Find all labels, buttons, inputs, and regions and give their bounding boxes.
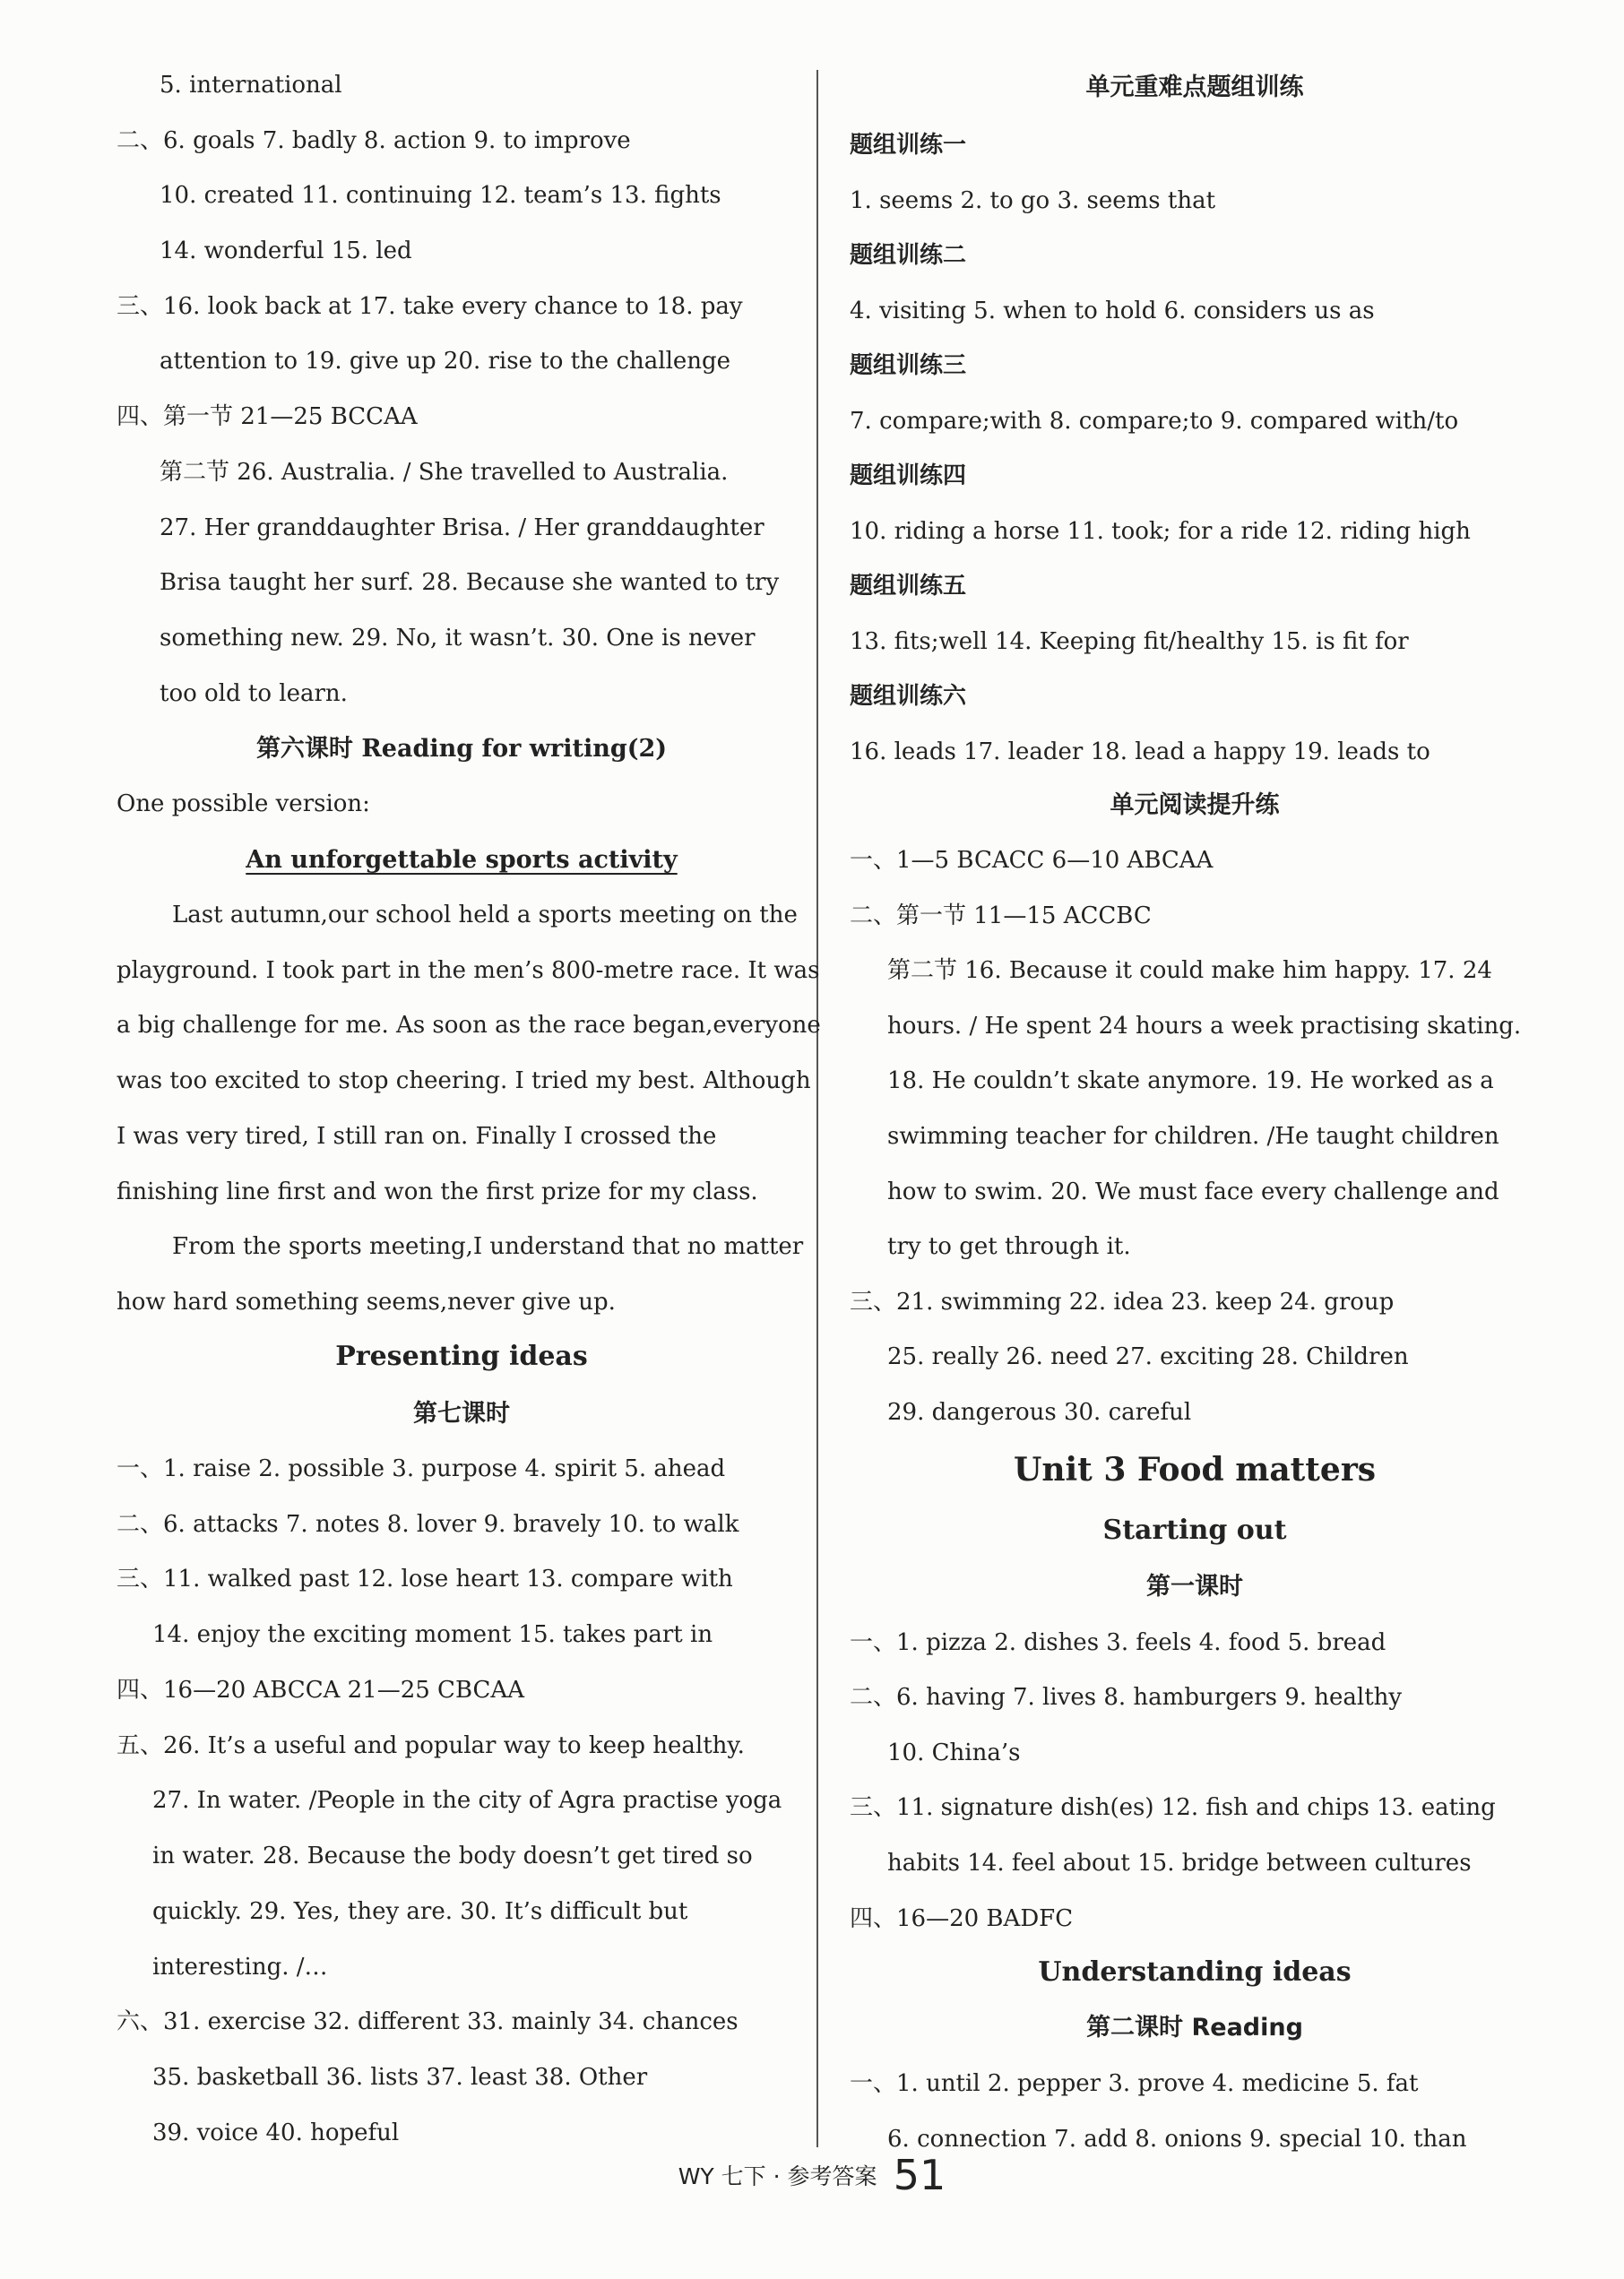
answer-line: 18. He couldn’t skate anymore. 19. He worked as a bbox=[887, 1067, 1494, 1094]
answer-line: Brisa taught her surf. 28. Because she wanted to try bbox=[160, 569, 780, 596]
answer-line: swimming teacher for children. /He taught children bbox=[887, 1123, 1499, 1150]
essay-title: An unforgettable sports activity bbox=[246, 846, 678, 874]
answer-line: 三、16. look back at 17. take every chance to 18. pay bbox=[117, 293, 743, 320]
answer-line: 39. voice 40. hopeful bbox=[152, 2119, 400, 2146]
answer-line: 14. wonderful 15. led bbox=[160, 237, 412, 264]
answer-line: 二、6. having 7. lives 8. hamburgers 9. healthy bbox=[850, 1684, 1403, 1711]
answer-line: 6. connection 7. add 8. onions 9. special 10. than bbox=[887, 2126, 1467, 2153]
answer-line: try to get through it. bbox=[887, 1233, 1131, 1260]
answer-line: 三、21. swimming 22. idea 23. keep 24. group bbox=[850, 1289, 1395, 1316]
column-divider bbox=[816, 70, 818, 2147]
answer-line: 35. basketball 36. lists 37. least 38. Other bbox=[152, 2064, 648, 2091]
answer-line: 16. leads 17. leader 18. lead a happy 19. leads to bbox=[850, 738, 1430, 765]
essay-line: a big challenge for me. As soon as the race began,everyone bbox=[117, 1012, 821, 1039]
section-heading: 单元阅读提升练 bbox=[1110, 791, 1280, 819]
group-heading: 题组训练三 bbox=[850, 352, 967, 379]
unit-heading: Unit 3 Food matters bbox=[1013, 1451, 1377, 1489]
section-heading: Starting out bbox=[1102, 1515, 1287, 1546]
lesson-heading: 第六课时 Reading for writing(2) bbox=[255, 735, 668, 763]
answer-line: 四、16—20 ABCCA 21—25 CBCAA bbox=[117, 1677, 524, 1704]
answer-line: 1. seems 2. to go 3. seems that bbox=[850, 187, 1216, 214]
essay-line: finishing line first and won the first prize for my class. bbox=[117, 1178, 758, 1205]
lesson-heading: 第一课时 bbox=[1146, 1573, 1243, 1601]
answer-line: habits 14. feel about 15. bridge between cultures bbox=[887, 1850, 1472, 1877]
answer-line: in water. 28. Because the body doesn’t get tired so bbox=[152, 1843, 753, 1869]
lesson-heading: 第七课时 bbox=[413, 1400, 510, 1428]
section-heading: Presenting ideas bbox=[335, 1341, 588, 1372]
section-heading: Understanding ideas bbox=[1038, 1956, 1352, 1988]
answer-line: interesting. /… bbox=[152, 1954, 328, 1981]
answer-line: how to swim. 20. We must face every challenge and bbox=[887, 1178, 1499, 1205]
group-heading: 题组训练二 bbox=[850, 242, 967, 269]
answer-line: 三、11. signature dish(es) 12. fish and chips 13. eating bbox=[850, 1794, 1496, 1821]
answer-line: attention to 19. give up 20. rise to the challenge bbox=[160, 348, 731, 375]
answer-line: 7. compare;with 8. compare;to 9. compared with/to bbox=[850, 408, 1459, 435]
essay-line: Last autumn,our school held a sports meeting on the bbox=[172, 902, 798, 928]
answer-line: 29. dangerous 30. careful bbox=[887, 1399, 1192, 1426]
footer-label: WY 七下 · 参考答案 bbox=[678, 2163, 877, 2189]
answer-line: 4. visiting 5. when to hold 6. considers us as bbox=[850, 298, 1375, 324]
answer-line: 25. really 26. need 27. exciting 28. Children bbox=[887, 1343, 1409, 1370]
essay-line: how hard something seems,never give up. bbox=[117, 1289, 616, 1316]
group-heading: 题组训练一 bbox=[850, 132, 967, 159]
answer-line: quickly. 29. Yes, they are. 30. It’s difficult but bbox=[152, 1898, 688, 1925]
answer-line: 5. international bbox=[160, 72, 342, 99]
essay-line: playground. I took part in the men’s 800-metre race. It was bbox=[117, 957, 820, 984]
answer-line: 一、1. until 2. pepper 3. prove 4. medicine 5. fat bbox=[850, 2070, 1419, 2097]
answer-line: 27. Her granddaughter Brisa. / Her granddaughter bbox=[160, 514, 764, 541]
answer-line: 27. In water. /People in the city of Agra practise yoga bbox=[152, 1787, 782, 1814]
answer-line: 五、26. It’s a useful and popular way to keep healthy. bbox=[117, 1732, 745, 1759]
answer-line: 13. fits;well 14. Keeping fit/healthy 15. is fit for bbox=[850, 628, 1409, 655]
answer-line: 四、第一节 21—25 BCCAA bbox=[117, 403, 418, 430]
essay-line: From the sports meeting,I understand that no matter bbox=[172, 1233, 804, 1260]
lesson-heading: 第二课时 Reading bbox=[1086, 2014, 1303, 2042]
answer-line: 一、1. raise 2. possible 3. purpose 4. spirit 5. ahead bbox=[117, 1455, 726, 1482]
answer-line: 10. China’s bbox=[887, 1739, 1021, 1766]
answer-line: 四、16—20 BADFC bbox=[850, 1905, 1074, 1932]
page-number: 51 bbox=[893, 2151, 946, 2199]
page-footer bbox=[0, 2151, 1624, 2199]
essay-line: was too excited to stop cheering. I tried my best. Although bbox=[117, 1067, 811, 1094]
essay-line: I was very tired, I still ran on. Finally I crossed the bbox=[117, 1123, 717, 1150]
answer-line: 10. riding a horse 11. took; for a ride 12. riding high bbox=[850, 518, 1471, 545]
answer-line: 第二节 26. Australia. / She travelled to Australia. bbox=[160, 459, 729, 486]
answer-line: 一、1. pizza 2. dishes 3. feels 4. food 5. bread bbox=[850, 1629, 1386, 1656]
group-heading: 题组训练六 bbox=[850, 683, 967, 710]
answer-line: 一、1—5 BCACC 6—10 ABCAA bbox=[850, 847, 1214, 874]
answer-line: 二、6. goals 7. badly 8. action 9. to improve bbox=[117, 127, 631, 154]
group-heading: 题组训练五 bbox=[850, 573, 967, 600]
answer-line: 10. created 11. continuing 12. team’s 13. fights bbox=[160, 182, 721, 209]
answer-line: hours. / He spent 24 hours a week practising skating. bbox=[887, 1013, 1522, 1040]
intro-text: One possible version: bbox=[117, 790, 370, 817]
answer-line: 三、11. walked past 12. lose heart 13. compare with bbox=[117, 1566, 733, 1593]
answer-line: something new. 29. No, it wasn’t. 30. One is never bbox=[160, 625, 756, 652]
answer-line: 二、第一节 11—15 ACCBC bbox=[850, 902, 1152, 929]
section-heading: 单元重难点题组训练 bbox=[1085, 73, 1304, 101]
answer-line: 二、6. attacks 7. notes 8. lover 9. bravely 10. to walk bbox=[117, 1511, 739, 1538]
answer-line: 六、31. exercise 32. different 33. mainly 34. chances bbox=[117, 2008, 739, 2035]
answer-line: too old to learn. bbox=[160, 680, 348, 707]
answer-line: 第二节 16. Because it could make him happy. 17. 24 bbox=[887, 957, 1492, 984]
group-heading: 题组训练四 bbox=[850, 462, 967, 489]
answer-line: 14. enjoy the exciting moment 15. takes part in bbox=[152, 1621, 713, 1648]
